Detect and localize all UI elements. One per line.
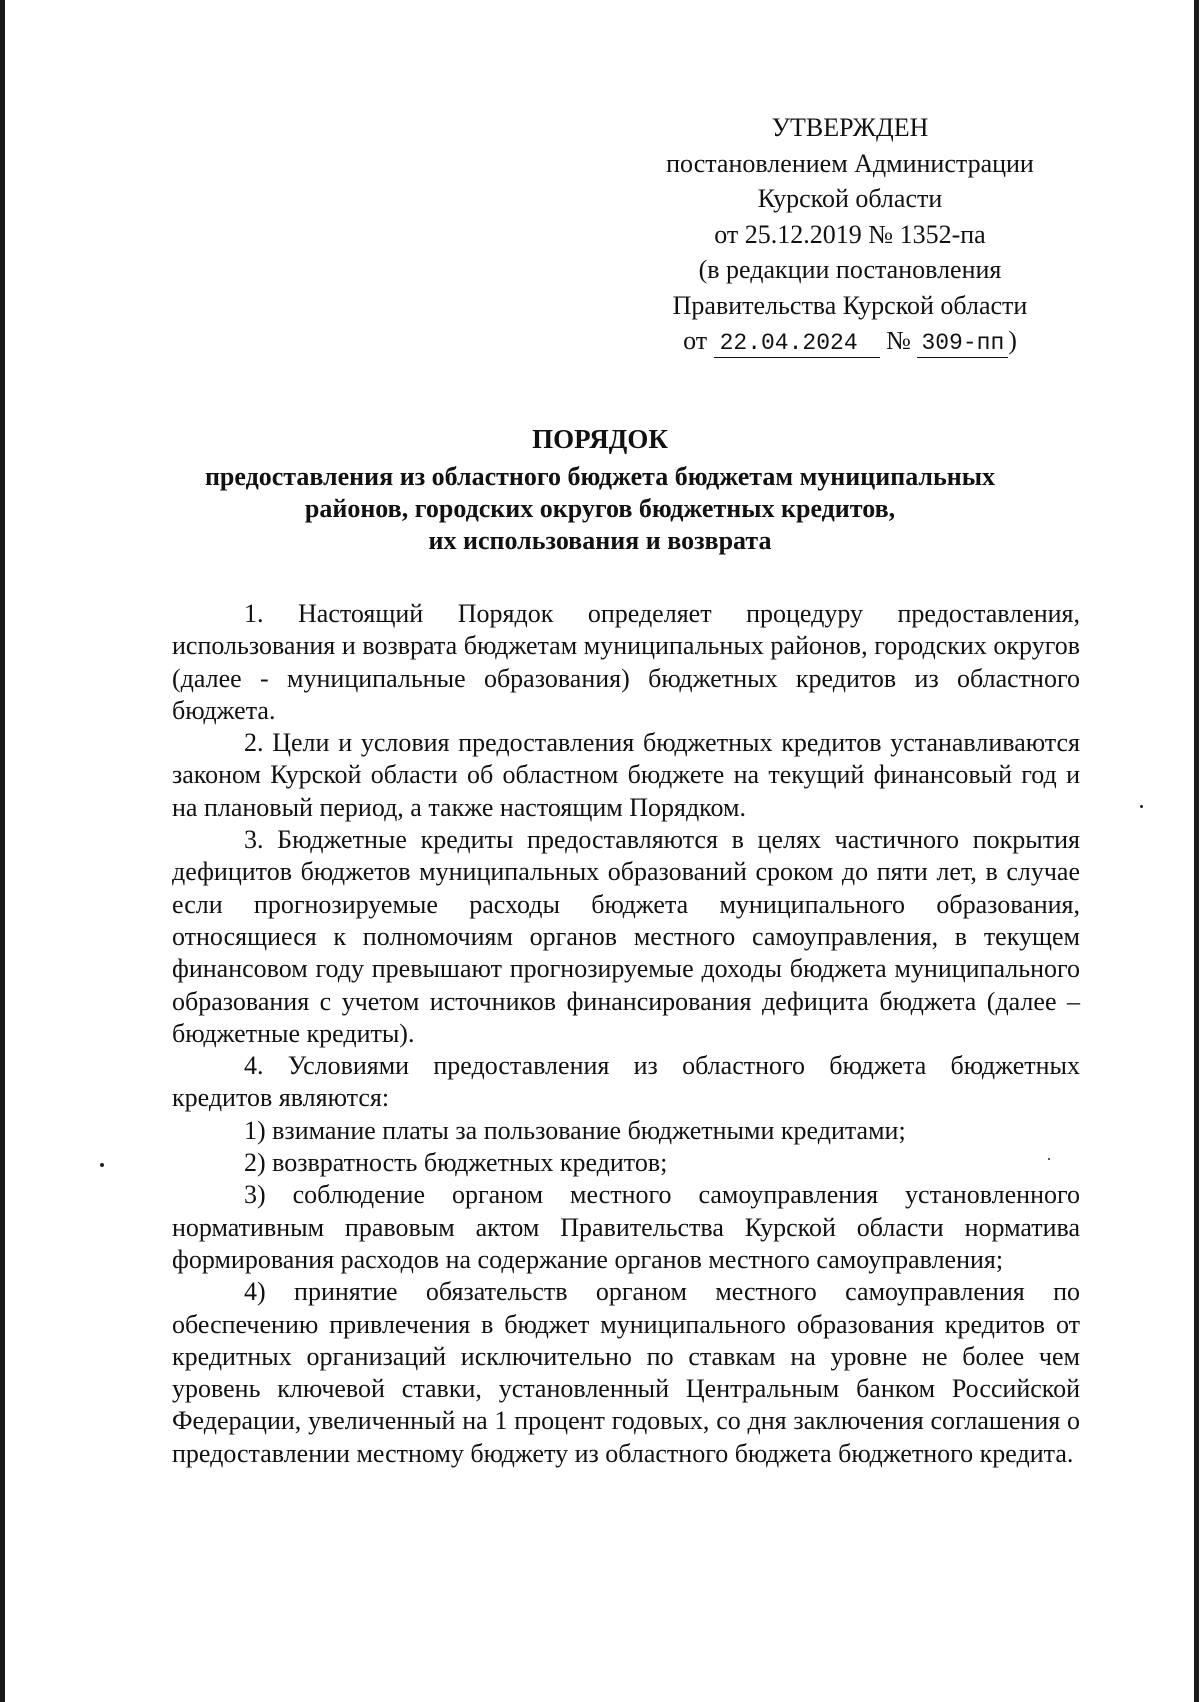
approval-region: Курской области [757, 184, 943, 213]
condition-3: 3) соблюдение органом местного самоуправления установленного нормативным правовым актом Правительства Курской области норматива формирования расходов на содержание органов местного самоуправления; [172, 1180, 1080, 1274]
condition-2: 2) возвратность бюджетных кредитов; [244, 1148, 668, 1178]
amendment-date: 22.04.2024 [714, 329, 880, 358]
approval-block [620, 110, 1080, 359]
paragraph-4: 4. Условиями предоставления из областного бюджета бюджетных кредитов являются: [172, 1051, 1080, 1113]
paragraph-2: 2. Цели и условия предоставления бюджетных кредитов устанавливаются законом Курской области об областном бюджете на текущий финансовый год и на плановый период, а также настоящим Порядком. [172, 728, 1080, 822]
approval-resolution: постановлением Администрации [666, 148, 1034, 178]
approval-amendment-note: (в редакции постановления [698, 255, 1002, 284]
condition-4: 4) принятие обязательств органом местного самоуправления по обеспечению привлечения в бюджет муниципального образования кредитов от кредитных организаций исключительно по ставкам на уровне не более чем уровень ключевой ставки, установленный Центральным банком Российской Федерации, увеличенный на 1 процент годовых, со дня заключения соглашения о предоставлении местному бюджету из областного бюджета бюджетного кредита. [172, 1277, 1080, 1468]
paragraph-3: 3. Бюджетные кредиты предоставляются в целях частичного покрытия дефицитов бюджетов муниципальных образований сроком до пяти лет, в случае если прогнозируемые расходы бюджета муниципального образования, относящиеся к полномочиям органов местного самоуправления, в текущем финансовом году превышают прогнозируемые доходы бюджета муниципального образования с учетом источников финансирования дефицита бюджета (далее – бюджетные кредиты). [172, 825, 1080, 1048]
document-subtitle-line: их использования и возврата [428, 526, 772, 555]
scan-speck [100, 1163, 104, 1167]
scan-edge-left [0, 0, 5, 1702]
document-subtitle-line: предоставления из областного бюджета бюджетам муниципальных [204, 462, 996, 491]
document-heading [120, 423, 1080, 557]
date-prefix: от [683, 326, 708, 355]
document-title: ПОРЯДОК [532, 424, 668, 454]
condition-1: 1) взимание платы за пользование бюджетными кредитами; [244, 1115, 906, 1145]
scan-speck [1140, 805, 1143, 808]
approval-original-date: от 25.12.2019 № 1352-па [714, 219, 986, 249]
approval-government: Правительства Курской области [672, 290, 1028, 320]
approval-amendment-ref [620, 323, 1080, 359]
scan-edge-right [1194, 0, 1199, 1702]
document-subtitle-line: районов, городских округов бюджетных кредитов, [304, 494, 896, 523]
number-prefix: № [886, 326, 911, 355]
document-body [172, 598, 1080, 1470]
paragraph-1: 1. Настоящий Порядок определяет процедуру предоставления, использования и возврата бюджетам муниципальных районов, городских округов (далее - муниципальные образования) бюджетных кредитов из областного бюджета. [172, 599, 1080, 725]
amendment-number: 309-пп [917, 329, 1008, 358]
close-paren: ) [1008, 326, 1017, 355]
approval-title: УТВЕРЖДЕН [771, 113, 929, 142]
